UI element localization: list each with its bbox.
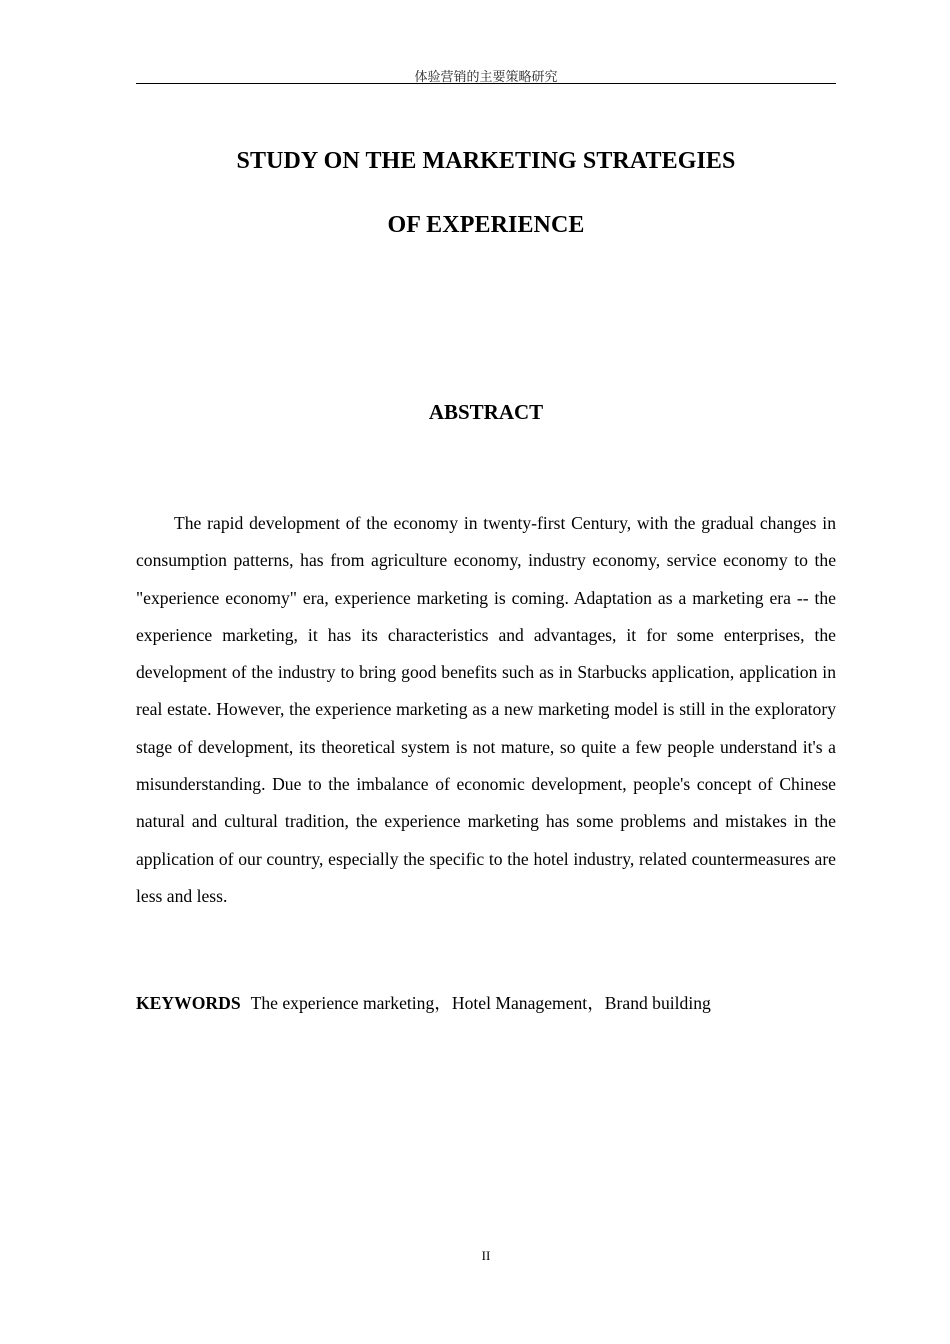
keywords-line	[136, 991, 836, 1015]
keywords-label: KEYWORDS	[136, 993, 241, 1013]
title-line-1: STUDY ON THE MARKETING STRATEGIES	[236, 148, 736, 174]
keywords-items: The experience marketing，Hotel Management，Brand building	[250, 993, 711, 1013]
title-line-2: OF EXPERIENCE	[387, 212, 585, 238]
page-number: II	[481, 1248, 491, 1263]
abstract-body: The rapid development of the economy in twenty-first Century, with the gradual changes in consumption patterns, has from agriculture economy, industry economy, service economy to the "experience economy" era, experience marketing is coming. Adaptation as a marketing era -- the experience marketing, it has its characteristics and advantages, it for some enterprises, the development of the industry to bring good benefits such as in Starbucks application, application in real estate. However, the experience marketing as a new marketing model is still in the exploratory stage of development, its theoretical system is not mature, so quite a few people understand it's a misunderstanding. Due to the imbalance of economic development, people's concept of Chinese natural and cultural tradition, the experience marketing has some problems and mistakes in the application of our country, especially the specific to the hotel industry, related countermeasures are less and less.	[136, 513, 836, 906]
abstract-heading: ABSTRACT	[428, 400, 544, 424]
header-divider	[136, 83, 836, 84]
running-header: 体验营销的主要策略研究	[414, 69, 558, 84]
